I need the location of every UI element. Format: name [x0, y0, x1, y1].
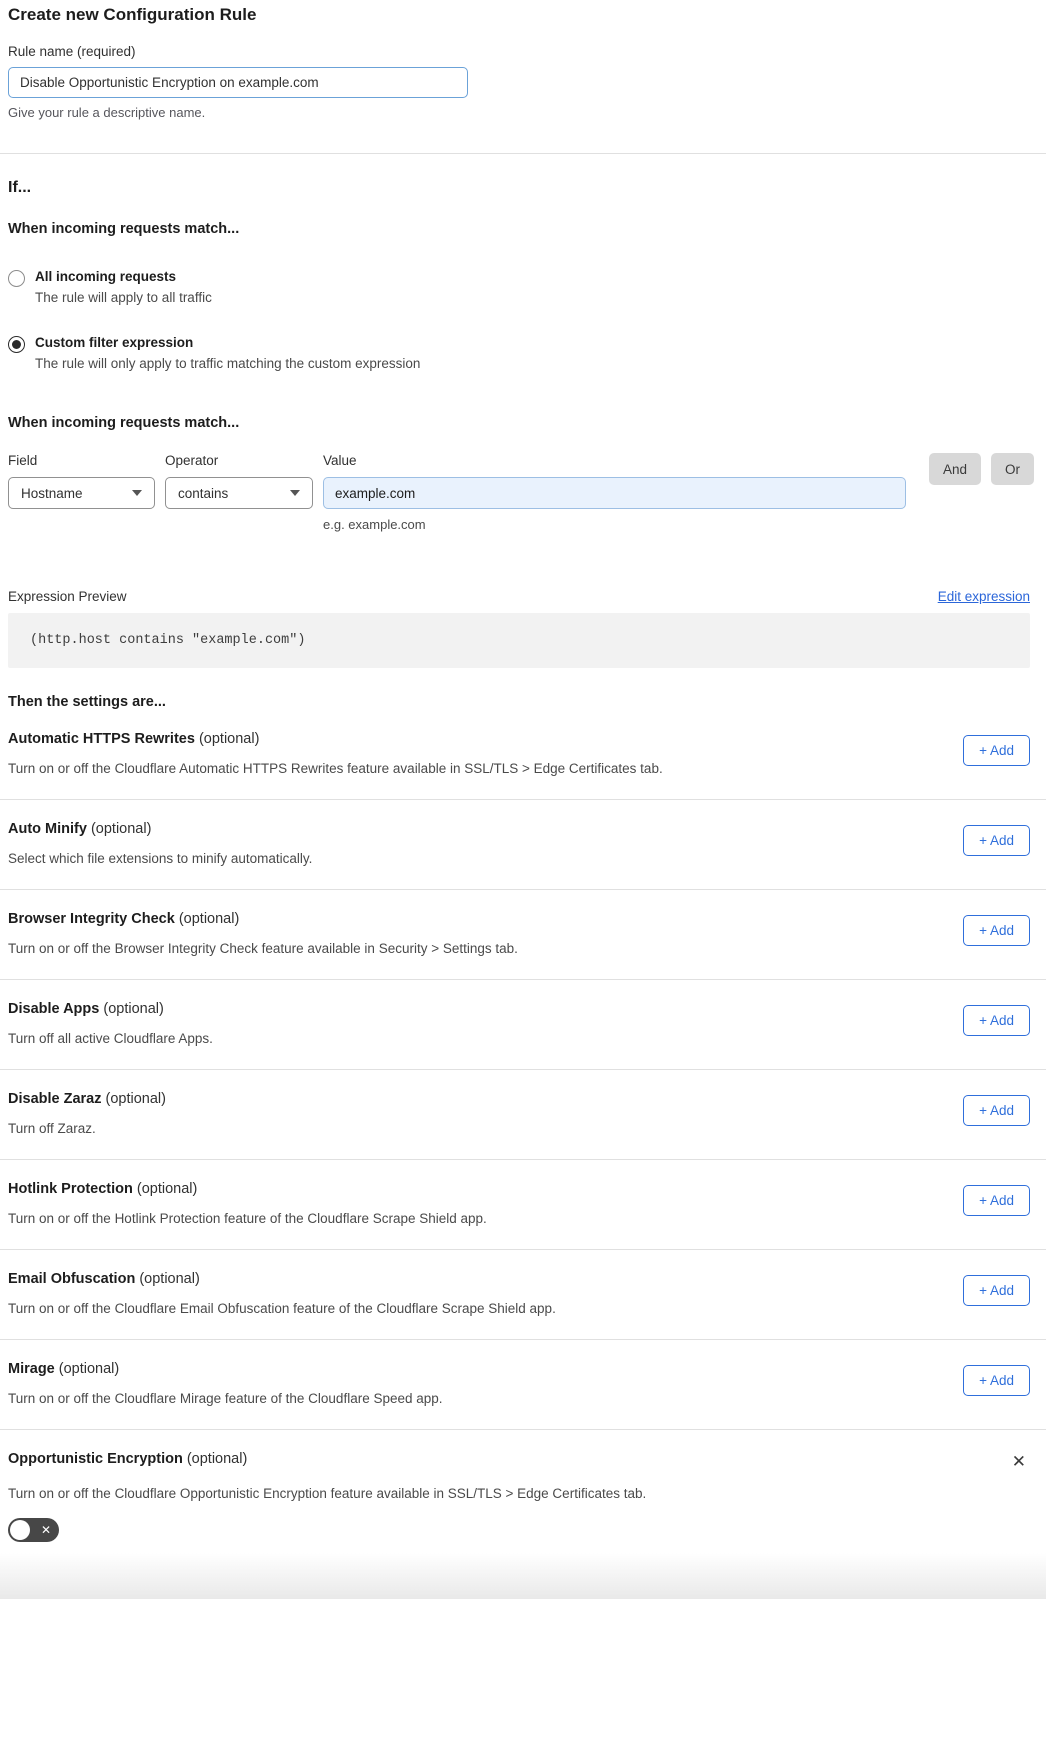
setting-description: Turn off Zaraz. [8, 1121, 96, 1136]
setting-title: Mirage (optional) [8, 1361, 120, 1377]
optional-label: (optional) [139, 1271, 200, 1287]
setting-description: Turn on or off the Cloudflare Automatic HTTPS Rewrites feature available in SSL/TLS > Edge Certificates tab. [8, 761, 663, 776]
opportunistic-encryption-toggle[interactable] [8, 1518, 59, 1542]
setting-row-disable-zaraz [8, 1091, 1030, 1159]
expression-code: (http.host contains "example.com") [30, 633, 306, 648]
section-divider [0, 153, 1046, 154]
setting-title: Opportunistic Encryption (optional) [8, 1451, 248, 1467]
add-button[interactable]: + Add [963, 1185, 1030, 1216]
radio-description: The rule will only apply to traffic matching the custom expression [35, 356, 421, 371]
incoming-match-heading: When incoming requests match... [8, 221, 240, 237]
setting-description: Turn on or off the Hotlink Protection feature of the Cloudflare Scrape Shield app. [8, 1211, 487, 1226]
expression-preview-label: Expression Preview [8, 589, 127, 604]
setting-row-automatic-https-rewrites [8, 731, 1030, 799]
chevron-down-icon [290, 490, 300, 496]
setting-title: Auto Minify (optional) [8, 821, 152, 837]
field-label: Field [8, 453, 38, 468]
row-divider [0, 1429, 1046, 1430]
field-select-value: Hostname [21, 485, 83, 501]
add-button[interactable]: + Add [963, 735, 1030, 766]
add-button[interactable]: + Add [963, 825, 1030, 856]
row-divider [0, 799, 1046, 800]
toggle-knob [10, 1520, 30, 1540]
setting-row-disable-apps [8, 1001, 1030, 1069]
operator-label: Operator [165, 453, 219, 468]
add-button[interactable]: + Add [963, 1005, 1030, 1036]
value-input[interactable] [323, 477, 906, 509]
setting-row-mirage [8, 1361, 1030, 1429]
setting-row-auto-minify [8, 821, 1030, 889]
rule-name-help: Give your rule a descriptive name. [8, 105, 206, 120]
field-select[interactable] [8, 477, 155, 509]
rule-name-input[interactable] [8, 67, 468, 98]
operator-select[interactable] [165, 477, 313, 509]
row-divider [0, 1339, 1046, 1340]
setting-title: Email Obfuscation (optional) [8, 1271, 200, 1287]
radio-option-all-incoming[interactable] [8, 269, 1030, 305]
settings-heading: Then the settings are... [8, 694, 166, 710]
setting-description: Select which file extensions to minify automatically. [8, 851, 313, 866]
row-divider [0, 889, 1046, 890]
optional-label: (optional) [58, 1361, 120, 1377]
add-button[interactable]: + Add [963, 915, 1030, 946]
radio-button-selected[interactable] [8, 336, 25, 353]
operator-select-value: contains [178, 485, 229, 501]
expression-preview-box [8, 613, 1030, 668]
setting-title: Automatic HTTPS Rewrites (optional) [8, 731, 260, 747]
optional-label: (optional) [198, 731, 260, 747]
filter-builder-row [8, 453, 1030, 532]
setting-title: Disable Zaraz (optional) [8, 1091, 166, 1107]
chevron-down-icon [132, 490, 142, 496]
setting-description: Turn on or off the Cloudflare Mirage feature of the Cloudflare Speed app. [8, 1391, 443, 1406]
value-help: e.g. example.com [323, 517, 426, 532]
close-icon[interactable]: ✕ [1011, 1452, 1026, 1471]
setting-title: Browser Integrity Check (optional) [8, 911, 240, 927]
row-divider [0, 1159, 1046, 1160]
setting-row-email-obfuscation [8, 1271, 1030, 1339]
radio-option-custom-filter[interactable] [8, 335, 1030, 371]
bottom-fade [0, 1553, 1046, 1599]
row-divider [0, 979, 1046, 980]
optional-label: (optional) [186, 1451, 248, 1467]
add-button[interactable]: + Add [963, 1275, 1030, 1306]
radio-label: Custom filter expression [35, 335, 194, 350]
setting-row-browser-integrity-check [8, 911, 1030, 979]
setting-row-hotlink-protection [8, 1181, 1030, 1249]
setting-description: Turn on or off the Browser Integrity Check feature available in Security > Settings tab. [8, 941, 518, 956]
row-divider [0, 1069, 1046, 1070]
add-button[interactable]: + Add [963, 1365, 1030, 1396]
optional-label: (optional) [105, 1091, 166, 1107]
optional-label: (optional) [178, 911, 240, 927]
filter-heading: When incoming requests match... [8, 415, 240, 431]
and-button[interactable]: And [929, 453, 981, 485]
radio-button-unselected[interactable] [8, 270, 25, 287]
edit-expression-link[interactable]: Edit expression [937, 589, 1030, 604]
setting-description: Turn on or off the Cloudflare Email Obfuscation feature of the Cloudflare Scrape Shield app. [8, 1301, 556, 1316]
optional-label: (optional) [90, 821, 152, 837]
optional-label: (optional) [136, 1181, 198, 1197]
page-title: Create new Configuration Rule [8, 5, 257, 24]
row-divider [0, 1249, 1046, 1250]
rule-name-label: Rule name (required) [8, 44, 136, 59]
value-label: Value [323, 453, 357, 468]
radio-description: The rule will apply to all traffic [35, 290, 212, 305]
radio-label: All incoming requests [35, 269, 177, 284]
setting-description: Turn on or off the Cloudflare Opportunistic Encryption feature available in SSL/TLS > Edge Certificates tab. [8, 1486, 647, 1501]
toggle-off-x-icon: ✕ [40, 1523, 51, 1537]
or-button[interactable]: Or [991, 453, 1034, 485]
setting-title: Hotlink Protection (optional) [8, 1181, 198, 1197]
setting-title: Disable Apps (optional) [8, 1001, 164, 1017]
setting-description: Turn off all active Cloudflare Apps. [8, 1031, 213, 1046]
setting-row-opportunistic-encryption [8, 1451, 1030, 1547]
add-button[interactable]: + Add [963, 1095, 1030, 1126]
optional-label: (optional) [103, 1001, 164, 1017]
if-heading: If... [8, 179, 32, 196]
